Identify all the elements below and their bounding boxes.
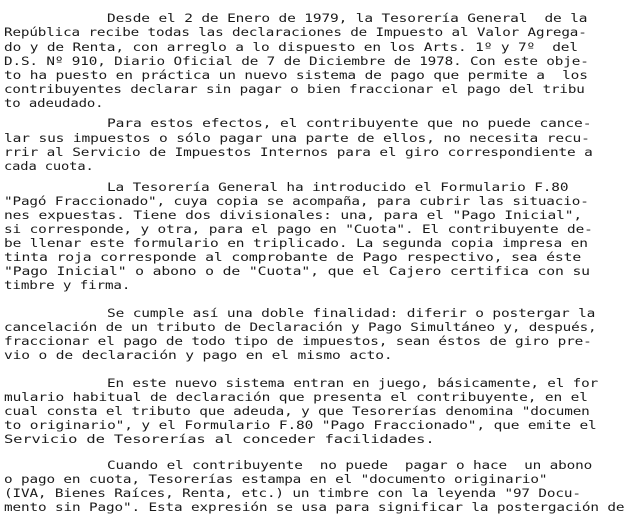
paragraph-6-line-4: mento sin Pago". Esta expresión se usa para significar la postergación de bbox=[4, 500, 625, 514]
paragraph-2-line-4: cada cuota. bbox=[4, 159, 94, 173]
paragraph-5-line-4: to originario", y el Formulario F.80 "Pago Fraccionado", que emite el bbox=[4, 418, 597, 432]
paragraph-3-line-3: nes expuestas. Tiene dos divisionales: una, para el "Pago Inicial", bbox=[4, 208, 582, 222]
paragraph-3-line-1: La Tesorería General ha introducido el Formulario F.80 bbox=[107, 180, 569, 194]
paragraph-3-line-6: tinta roja corresponde al comprobante de Pago respectivo, sea éste bbox=[4, 250, 582, 264]
paragraph-1-line-3: do y de Renta, con arreglo a lo dispuesto en los Arts. 1º y 7º del bbox=[4, 40, 578, 54]
paragraph-4-line-4: vio o de declaración y pago en el mismo acto. bbox=[4, 348, 393, 362]
paragraph-2-line-3: rrir al Servicio de Impuestos Internos para el giro correspondiente a bbox=[4, 145, 593, 159]
paragraph-5-line-3: cual consta el tributo que adeuda, y que Tesorerías denomina "documen bbox=[4, 404, 590, 418]
paragraph-1-line-6: contribuyentes declarar sin pagar o bien fraccionar el pago del tribu bbox=[4, 82, 585, 96]
paragraph-5-line-1: En este nuevo sistema entran en juego, básicamente, el for bbox=[107, 376, 599, 390]
paragraph-6-line-3: (IVA, Bienes Raíces, Renta, etc.) un timbre con la leyenda "97 Docu- bbox=[4, 486, 581, 500]
paragraph-3-line-2: "Pagó Fraccionado", cuya copia se acompaña, para cubrir las situacio- bbox=[4, 194, 589, 208]
paragraph-4-line-1: Se cumple así una doble finalidad: diferir o postergar la bbox=[107, 306, 596, 320]
paragraph-5-line-5: Servicio de Tesorerías al conceder facilidades. bbox=[4, 432, 435, 446]
paragraph-2-line-1: Para estos efectos, el contribuyente que no puede cance- bbox=[107, 116, 592, 130]
paragraph-2-line-2: lar sus impuestos o sólo pagar una parte de ellos, no necesita recu- bbox=[4, 131, 590, 145]
paragraph-1-line-7: to adeudado. bbox=[4, 96, 104, 110]
paragraph-6-line-1: Cuando el contribuyente no puede pagar o hace un abono bbox=[107, 458, 593, 472]
paragraph-1-line-1: Desde el 2 de Enero de 1979, la Tesorería General de la bbox=[107, 11, 588, 25]
paragraph-5-line-2: mulario habitual de declaración que presenta el contribuyente, en el bbox=[4, 390, 588, 404]
paragraph-3-line-8: timbre y firma. bbox=[4, 278, 131, 292]
paragraph-4-line-2: cancelación de un tributo de Declaración y Pago Simultáneo y, después, bbox=[4, 320, 597, 334]
paragraph-4-line-3: fraccionar el pago de todo tipo de impuestos, sean éstos de giro pre- bbox=[4, 334, 592, 348]
paragraph-6-line-2: o pago en cuota, Tesorerías estampa en el "documento originario" bbox=[4, 472, 548, 486]
paragraph-1-line-2: República recibe todas las declaraciones de Impuesto al Valor Agrega- bbox=[4, 25, 587, 39]
paragraph-3-line-7: "Pago Inicial" o abono o de "Cuota", que el Cajero certifica con su bbox=[4, 264, 590, 278]
paragraph-3-line-4: si corresponde, y otra, para el pago en "Cuota". El contribuyente de- bbox=[4, 222, 593, 236]
paragraph-1-line-5: to ha puesto en práctica un nuevo sistema de pago que permite a los bbox=[4, 68, 588, 82]
paragraph-3-line-5: be llenar este formulario en triplicado. La segunda copia impresa en bbox=[4, 236, 588, 250]
paragraph-1-line-4: D.S. Nº 910, Diario Oficial de 7 de Diciembre de 1978. Con este obje- bbox=[4, 54, 589, 68]
